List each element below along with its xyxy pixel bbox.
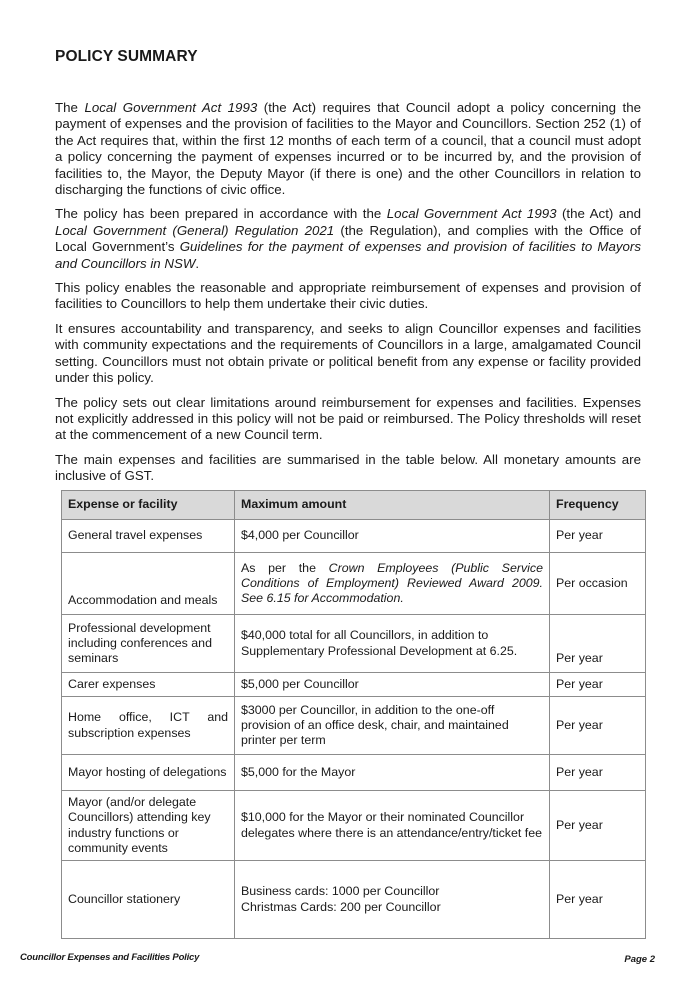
footer-page-number: Page 2: [624, 954, 655, 965]
table-row: [62, 697, 646, 755]
frequency-cell: Per year: [550, 791, 646, 861]
header-expense: Expense or facility: [62, 491, 235, 520]
paragraph-5: The policy sets out clear limitations around reimbursement for expenses and facilities. Expenses not explicitly addressed in this policy will not be paid or reimbursed. The Policy thresholds will reset at the commencement of a new Council term.: [55, 394, 641, 443]
paragraph-6: The main expenses and facilities are summarised in the table below. All monetary amounts are inclusive of GST.: [55, 451, 641, 484]
header-amount: Maximum amount: [235, 491, 550, 520]
facility-cell: Carer expenses: [62, 673, 235, 697]
frequency-cell: Per year: [550, 755, 646, 791]
facility-cell: Councillor stationery: [62, 861, 235, 939]
text-run: The policy has been prepared in accordance with the: [55, 206, 387, 222]
amount-cell: $3000 per Councillor, in addition to the one-off provision of an office desk, chair, and maintained printer per term: [235, 697, 550, 755]
guidelines-title: Guidelines for the payment of expenses and provision of facilities to Mayors and Councillors in NSW: [55, 239, 641, 271]
paragraph-4: It ensures accountability and transparency, and seeks to align Councillor expenses and facilities with community expectations and the requirements of Councillors in a large, amalgamated Council setting. Councillors must not obtain private or political benefit from any expense or facility provided under this policy.: [55, 320, 641, 386]
header-frequency: Frequency: [550, 491, 646, 520]
section-heading: POLICY SUMMARY: [55, 48, 198, 65]
facility-cell: Accommodation and meals: [62, 553, 235, 615]
act-title: Local Government Act 1993: [386, 206, 557, 222]
facility-cell: Mayor hosting of delegations: [62, 755, 235, 791]
table-row: [62, 615, 646, 673]
text-run: As per the: [241, 560, 329, 575]
business-cards-text: Business cards: 1000 per Councillor: [241, 884, 440, 899]
facility-cell: Professional development including conferences and seminars: [62, 615, 235, 673]
amount-cell: $40,000 total for all Councillors, in addition to Supplementary Professional Development at 6.25.: [235, 615, 550, 673]
table-row: [62, 520, 646, 553]
amount-cell: $5,000 for the Mayor: [235, 755, 550, 791]
table-row: [62, 553, 646, 615]
facility-cell: General travel expenses: [62, 520, 235, 553]
amount-cell: [235, 861, 550, 939]
amount-cell: $5,000 per Councillor: [235, 673, 550, 697]
text-run: (the Regulation), and complies with the Office of Local Government’s: [55, 222, 641, 255]
table-row: [62, 755, 646, 791]
footer-document-title: Councillor Expenses and Facilities Policy: [20, 952, 200, 963]
award-title: Crown Employees (Public Service Conditions of Employment) Reviewed Award 2009. See 6.15 for Accommodation.: [241, 560, 543, 606]
table-row: [62, 861, 646, 939]
table-row: [62, 673, 646, 697]
paragraph-2: [55, 206, 641, 272]
body-text: [55, 100, 641, 485]
regulation-title: Local Government (General) Regulation 2021: [55, 222, 335, 238]
facility-cell: Home office, ICT and subscription expenses: [62, 697, 235, 755]
act-title: Local Government Act 1993: [84, 100, 258, 115]
paragraph-1: [55, 100, 641, 198]
frequency-cell: Per occasion: [550, 553, 646, 615]
christmas-cards-text: Christmas Cards: 200 per Councillor: [241, 899, 441, 914]
table-row: [62, 791, 646, 861]
text-run: (the Act) requires that Council adopt a policy concerning the payment of expenses and the provision of facilities to the Mayor and Councillors. Section 252 (1) of the Act requires that, within the first 12 months of each term of a council, that a council must adopt a policy concerning the payment of expenses incurred or to be incurred by, and the provision of facilities to, the Mayor, the Deputy Mayor (if there is one) and the other Councillors in relation to discharging the functions of civic office.: [55, 100, 641, 198]
frequency-cell: Per year: [550, 697, 646, 755]
text-run: (the Act) and: [556, 206, 641, 222]
amount-cell: $10,000 for the Mayor or their nominated Councillor delegates where there is an attendance/entry/ticket fee: [235, 791, 550, 861]
frequency-cell: Per year: [550, 615, 646, 673]
facility-cell: Mayor (and/or delegate Councillors) attending key industry functions or community events: [62, 791, 235, 861]
frequency-cell: Per year: [550, 861, 646, 939]
amount-cell: $4,000 per Councillor: [235, 520, 550, 553]
text-run: .: [195, 255, 200, 271]
expenses-table: [61, 490, 646, 939]
frequency-cell: Per year: [550, 673, 646, 697]
table-header-row: [62, 491, 646, 520]
text-run: The: [55, 100, 85, 115]
frequency-cell: Per year: [550, 520, 646, 553]
amount-cell: [235, 553, 550, 615]
paragraph-3: This policy enables the reasonable and appropriate reimbursement of expenses and provision of facilities to Councillors to help them undertake their civic duties.: [55, 280, 641, 312]
